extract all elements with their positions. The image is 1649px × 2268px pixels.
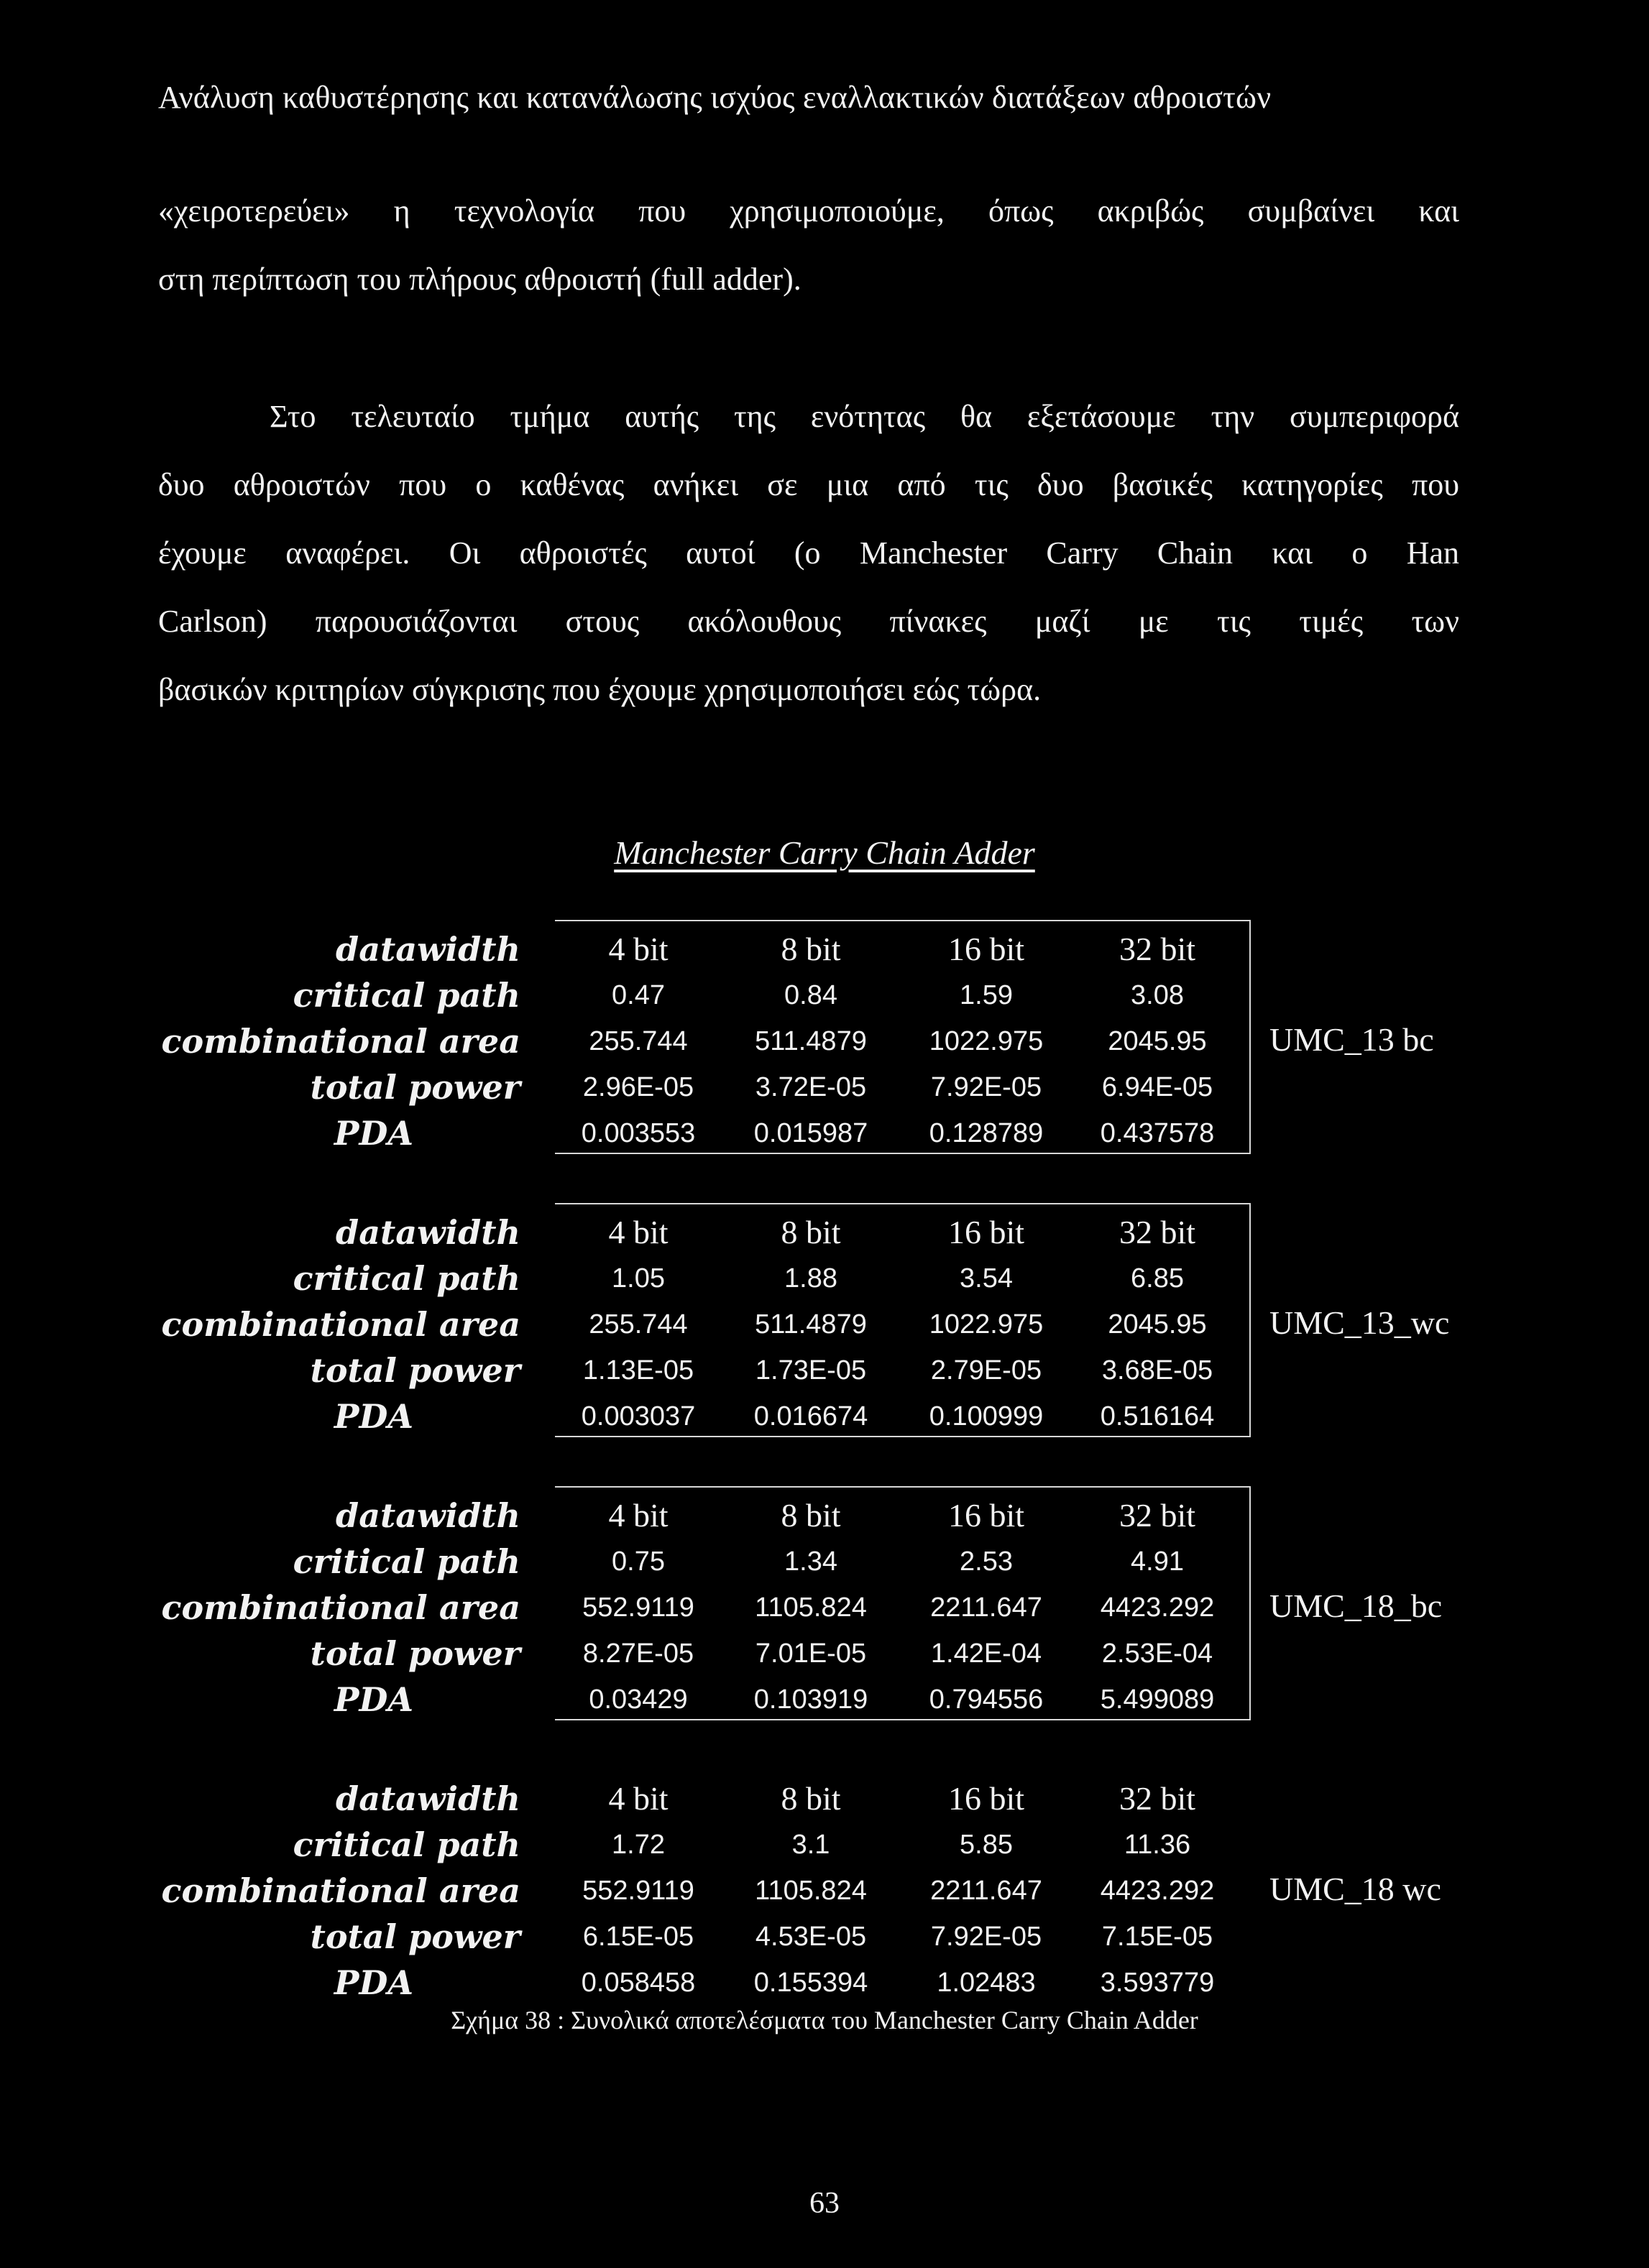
table-cell: 5.499089 [1100,1684,1215,1715]
table-cell: 1.34 [784,1546,837,1577]
row-label: PDA [334,1680,414,1719]
table-cell: 1.05 [612,1263,665,1294]
table-cell: 1022.975 [929,1026,1044,1056]
paragraph-line: δυο αθροιστών που ο καθένας ανήκει σε μια από τις δυο βασικές κατηγορίες που [158,467,1459,502]
table-cell: 2211.647 [930,1876,1042,1906]
table-cell: 552.9119 [582,1592,694,1623]
technology-label: UMC_18 wc [1269,1871,1441,1907]
running-header: Ανάλυση καθυστέρησης και κατανάλωσης ισχύος εναλλακτικών διατάξεων αθροιστών [158,80,1272,115]
column-header: 16 bit [947,1497,1025,1534]
table-cell: 2045.95 [1108,1309,1207,1340]
row-label: combinational area [161,1022,520,1061]
column-header: 4 bit [608,1214,669,1250]
table-cell: 7.15E-05 [1101,1922,1213,1952]
table-cell: 2.96E-05 [582,1072,694,1102]
paragraph-2 [158,382,1459,724]
table-cell: 4423.292 [1100,1876,1215,1906]
column-header: 32 bit [1119,1497,1196,1534]
column-header: 16 bit [947,1780,1025,1817]
result-table [0,1203,1649,1440]
row-label: datawidth [336,930,520,969]
row-label: datawidth [336,1779,520,1818]
row-label: critical path [293,1825,520,1864]
table-cell: 6.15E-05 [582,1922,694,1952]
table-cell: 7.92E-05 [930,1072,1042,1102]
row-label: combinational area [161,1305,520,1344]
table-cell: 4423.292 [1100,1592,1215,1623]
column-header: 4 bit [608,1497,669,1534]
table-cell: 3.72E-05 [755,1072,867,1102]
column-header: 32 bit [1119,931,1196,967]
table-title: Manchester Carry Chain Adder [614,834,1035,871]
table-cell: 552.9119 [582,1876,694,1906]
table-cell: 1.73E-05 [755,1355,867,1386]
table-cell: 1.13E-05 [582,1355,694,1386]
table-cell: 2.79E-05 [930,1355,1042,1386]
row-label: PDA [334,1114,414,1153]
figure-caption: Σχήμα 38 : Συνολικά αποτελέσματα του Manchester Carry Chain Adder [451,2006,1198,2034]
row-label: combinational area [161,1871,520,1910]
page-number: 63 [809,2187,840,2220]
table-cell: 4.91 [1131,1546,1184,1577]
row-label: PDA [334,1963,414,2002]
table-frame [555,1486,1251,1720]
table-cell: 0.003037 [581,1401,696,1432]
row-label: combinational area [161,1588,520,1627]
table-cell: 2.53E-04 [1101,1638,1213,1669]
table-cell: 0.03429 [589,1684,688,1715]
table-cell: 0.516164 [1100,1401,1215,1432]
row-label: total power [310,1634,520,1673]
row-label: critical path [293,976,520,1015]
result-table [0,1486,1649,1723]
result-table [0,920,1649,1157]
table-cell: 0.84 [784,980,837,1010]
column-header: 8 bit [781,1497,841,1534]
paragraph-line: στη περίπτωση του πλήρους αθροιστή (full adder). [158,262,801,297]
column-header: 8 bit [781,1214,841,1250]
technology-label: UMC_13_wc [1269,1304,1450,1341]
table-cell: 0.100999 [929,1401,1044,1432]
table-cell: 0.103919 [753,1684,868,1715]
table-cell: 1105.824 [755,1876,867,1906]
technology-label: UMC_13 bc [1269,1021,1434,1058]
table-frame [555,1203,1251,1437]
row-label: total power [310,1068,520,1107]
table-cell: 3.68E-05 [1101,1355,1213,1386]
table-cell: 0.058458 [581,1968,696,1998]
table-cell: 11.36 [1124,1830,1191,1860]
row-label: total power [310,1351,520,1390]
result-table [0,1769,1649,2006]
table-cell: 6.94E-05 [1101,1072,1213,1102]
table-cell: 1.72 [612,1830,665,1860]
table-cell: 0.794556 [929,1684,1044,1715]
table-cell: 2.53 [960,1546,1013,1577]
table-cell: 1022.975 [929,1309,1044,1340]
column-header: 16 bit [947,1214,1025,1250]
column-header: 16 bit [947,931,1025,967]
table-cell: 0.47 [612,980,665,1010]
table-cell: 0.128789 [929,1118,1044,1148]
table-cell: 7.92E-05 [930,1922,1042,1952]
column-header: 8 bit [781,1780,841,1817]
row-label: datawidth [336,1213,520,1252]
table-cell: 511.4879 [755,1026,867,1056]
table-cell: 5.85 [960,1830,1013,1860]
table-cell: 0.003553 [581,1118,696,1148]
paragraph-line: «χειροτερεύει» η τεχνολογία που χρησιμοποιούμε, όπως ακριβώς συμβαίνει και [158,193,1459,229]
column-header: 4 bit [608,1780,669,1817]
table-cell: 3.54 [960,1263,1013,1294]
table-cell: 3.593779 [1100,1968,1215,1998]
table-cell: 1.88 [784,1263,837,1294]
table-cell: 255.744 [589,1309,688,1340]
paragraph-line: έχουμε αναφέρει. Οι αθροιστές αυτοί (ο Manchester Carry Chain και ο Han [158,535,1459,571]
table-cell: 1.02483 [937,1968,1036,1998]
table-cell: 0.437578 [1100,1118,1215,1148]
paragraph-line: βασικών κριτηρίων σύγκρισης που έχουμε χρησιμοποιήσει εώς τώρα. [158,672,1042,707]
paragraph-line: Στο τελευταίο τμήμα αυτής της ενότητας θα εξετάσουμε την συμπεριφορά [270,399,1459,434]
paragraph-line: Carlson) παρουσιάζονται στους ακόλουθους πίνακες μαζί με τις τιμές των [158,604,1459,639]
table-cell: 4.53E-05 [755,1922,867,1952]
column-header: 32 bit [1119,1214,1196,1250]
paragraph-1 [158,177,1459,313]
table-cell: 3.08 [1131,980,1184,1010]
column-header: 8 bit [781,931,841,967]
table-cell: 0.016674 [753,1401,868,1432]
column-header: 4 bit [608,931,669,967]
row-label: PDA [334,1397,414,1436]
table-cell: 8.27E-05 [582,1638,694,1669]
table-cell: 6.85 [1131,1263,1184,1294]
table-frame [555,920,1251,1154]
table-cell: 2045.95 [1108,1026,1207,1056]
table-cell: 1.59 [960,980,1013,1010]
table-cell: 0.155394 [753,1968,868,1998]
table-cell: 7.01E-05 [755,1638,867,1669]
column-header: 32 bit [1119,1780,1196,1817]
table-cell: 1.42E-04 [930,1638,1042,1669]
table-cell: 511.4879 [755,1309,867,1340]
table-cell: 0.015987 [753,1118,868,1148]
table-cell: 3.1 [791,1830,830,1860]
table-cell: 1105.824 [755,1592,867,1623]
row-label: critical path [293,1542,520,1581]
row-label: total power [310,1917,520,1956]
table-cell: 255.744 [589,1026,688,1056]
table-cell: 2211.647 [930,1592,1042,1623]
row-label: critical path [293,1259,520,1298]
technology-label: UMC_18_bc [1269,1587,1443,1624]
table-cell: 0.75 [612,1546,665,1577]
row-label: datawidth [336,1496,520,1535]
